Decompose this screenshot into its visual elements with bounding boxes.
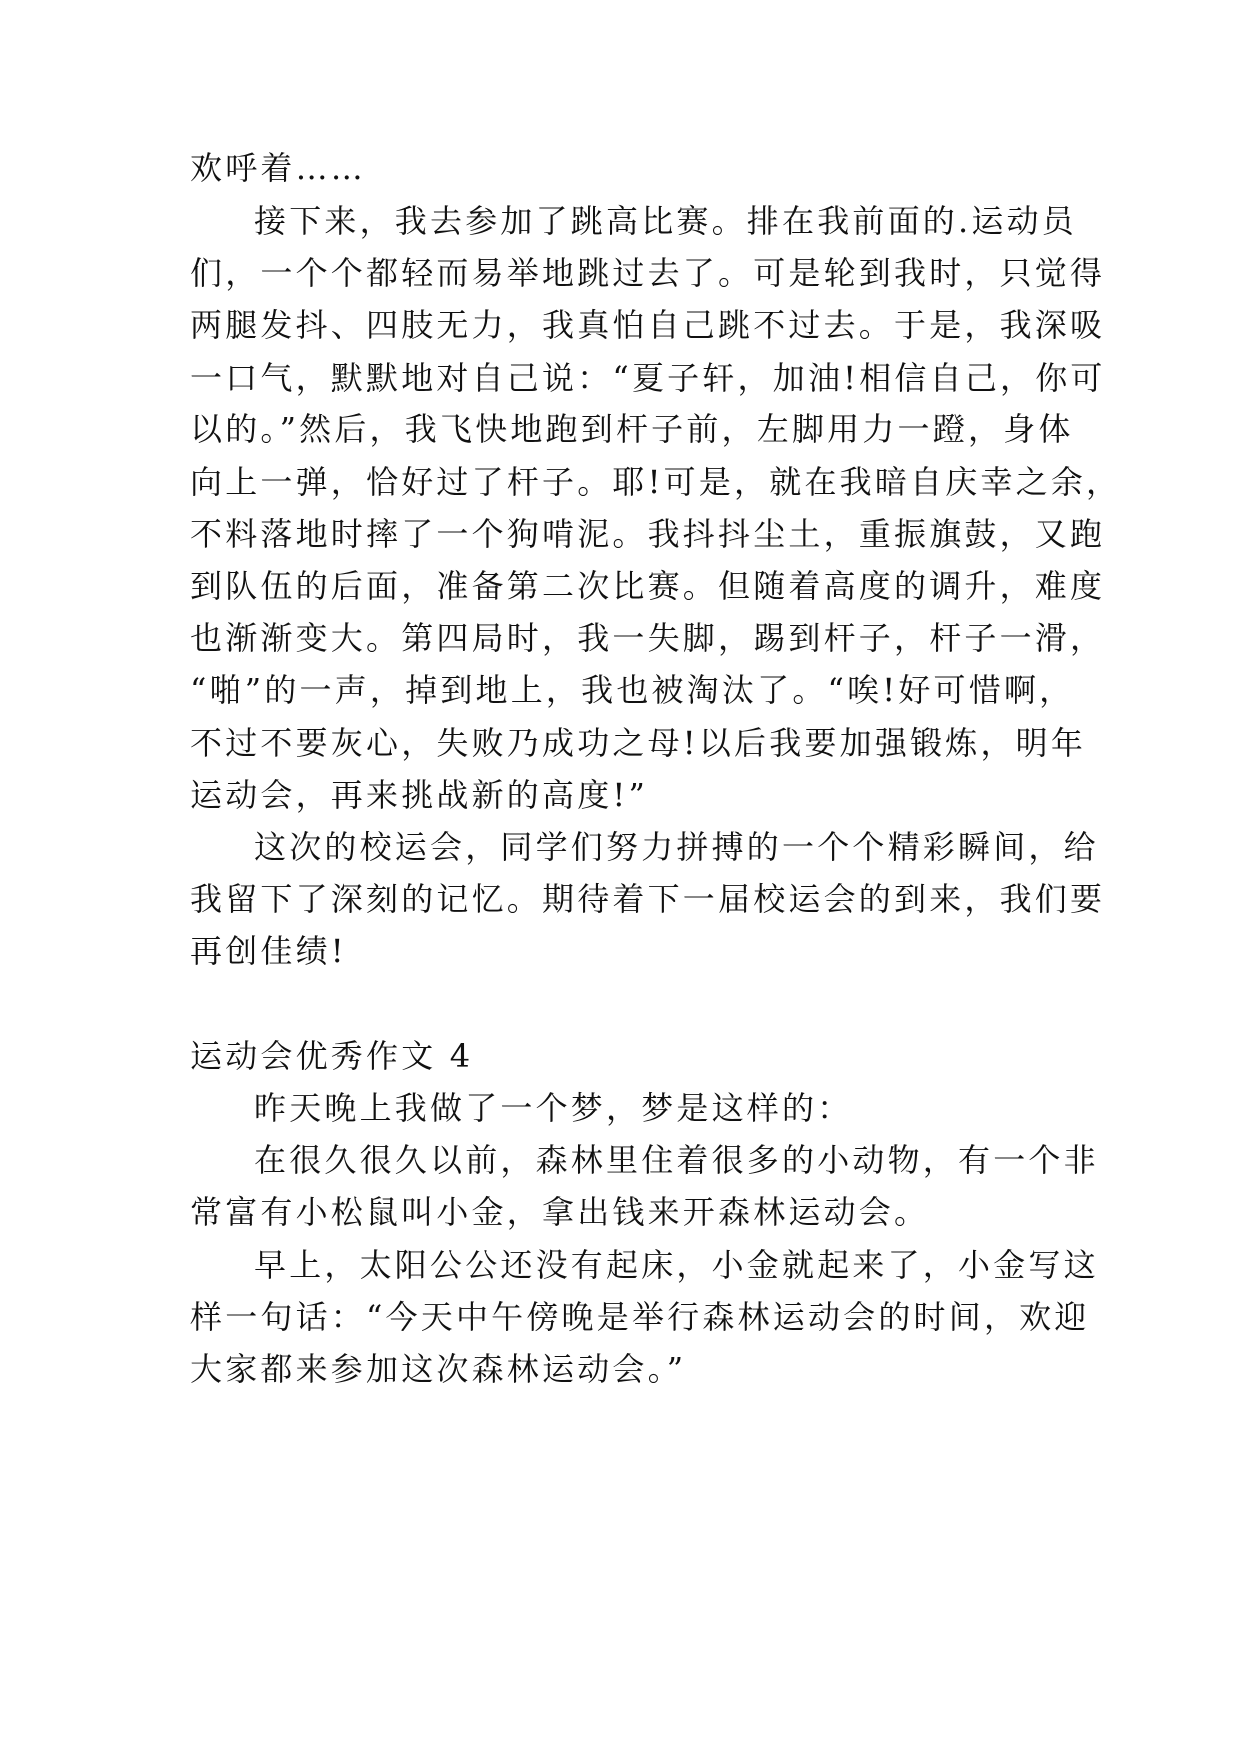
text-line: 一口气，默默地对自己说：“夏子轩，加油!相信自己，你可 xyxy=(190,359,1106,397)
text-line: 常富有小松鼠叫小金，拿出钱来开森林运动会。 xyxy=(190,1193,930,1231)
text-line: 大家都来参加这次森林运动会。” xyxy=(190,1350,687,1388)
text-line: 两腿发抖、四肢无力，我真怕自己跳不过去。于是，我深吸 xyxy=(190,306,1106,344)
paragraph-first-line: 早上，太阳公公还没有起床，小金就起来了，小金写这 xyxy=(254,1246,1099,1284)
text-line: 运动会，再来挑战新的高度!” xyxy=(190,776,649,814)
text-line: 向上一弹，恰好过了杆子。耶!可是，就在我暗自庆幸之余， xyxy=(190,463,1122,501)
text-line: 样一句话：“今天中午傍晚是举行森林运动会的时间，欢迎 xyxy=(190,1298,1090,1336)
paragraph-first-line: 这次的校运会，同学们努力拼搏的一个个精彩瞬间，给 xyxy=(254,828,1099,866)
text-line: 欢呼着…… xyxy=(190,149,367,187)
text-line: 们，一个个都轻而易举地跳过去了。可是轮到我时，只觉得 xyxy=(190,254,1106,292)
text-line: 不过不要灰心，失败乃成功之母!以后我要加强锻炼，明年 xyxy=(190,724,1087,762)
paragraph-first-line: 接下来，我去参加了跳高比赛。排在我前面的.运动员 xyxy=(254,202,1077,240)
text-line: 再创佳绩! xyxy=(190,932,347,970)
text-line: 不料落地时摔了一个狗啃泥。我抖抖尘土，重振旗鼓，又跑 xyxy=(190,515,1106,553)
text-line: “啪”的一声，掉到地上，我也被淘汰了。“唉!好可惜啊， xyxy=(190,671,1075,709)
paragraph-first-line: 在很久很久以前，森林里住着很多的小动物，有一个非 xyxy=(254,1141,1099,1179)
paragraph-first-line: 昨天晚上我做了一个梦，梦是这样的： xyxy=(254,1089,853,1127)
text-line: 以的。”然后，我飞快地跑到杆子前，左脚用力一蹬，身体 xyxy=(190,410,1074,448)
text-line: 我留下了深刻的记忆。期待着下一届校运会的到来，我们要 xyxy=(190,880,1106,918)
text-line: 也渐渐变大。第四局时，我一失脚，踢到杆子，杆子一滑， xyxy=(190,619,1106,657)
text-line: 到队伍的后面，准备第二次比赛。但随着高度的调升，难度 xyxy=(190,567,1106,605)
section-title: 运动会优秀作文 4 xyxy=(190,1037,474,1075)
